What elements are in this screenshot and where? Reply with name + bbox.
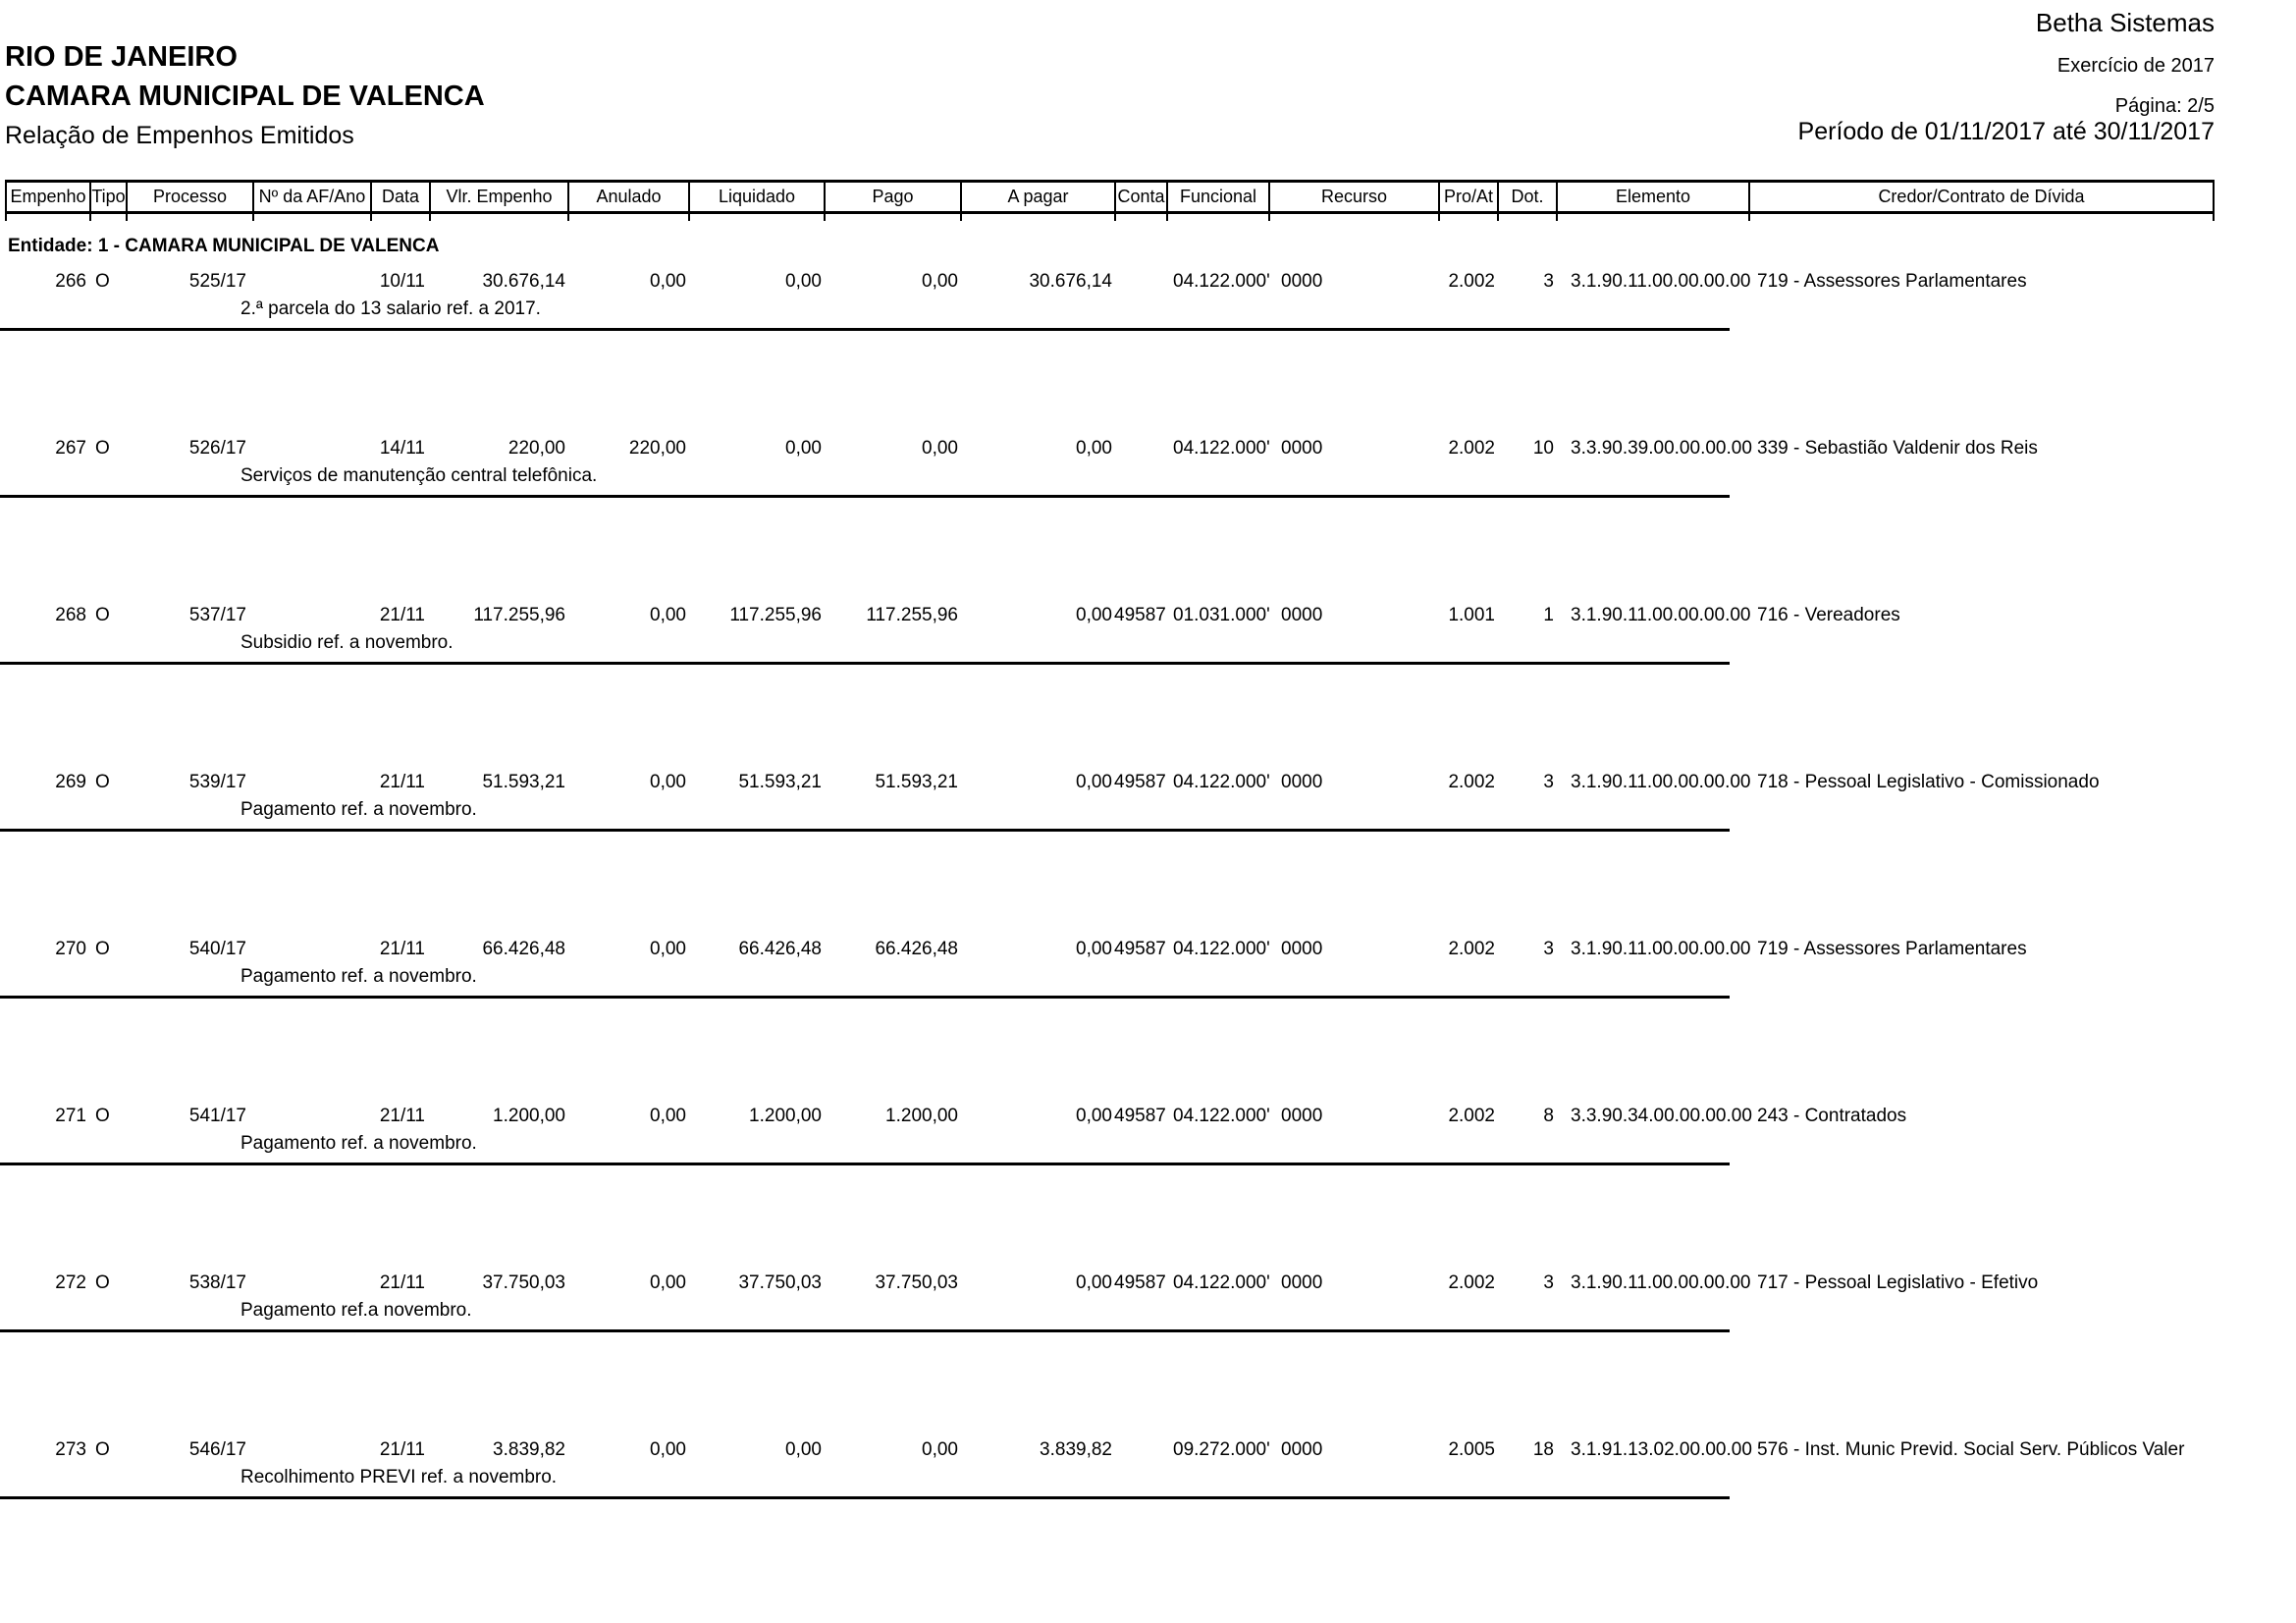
column-header-vlr-empenho: Vlr. Empenho	[429, 183, 567, 211]
cell-elemento: 3.1.90.11.00.00.00.00	[1571, 772, 1751, 792]
cell-af-ano	[252, 772, 370, 793]
cell-af-ano	[252, 1106, 370, 1127]
cell-pro-at: 2.002	[1448, 1272, 1495, 1293]
cell-vlr-empenho: 3.839,82	[493, 1439, 565, 1460]
cell-empenho: 267	[55, 438, 86, 459]
row-separator-line	[0, 996, 1730, 999]
column-header-anulado: Anulado	[567, 183, 688, 211]
row-separator-line	[0, 495, 1730, 498]
table-row	[5, 939, 2296, 1106]
column-header-liquidado: Liquidado	[688, 183, 824, 211]
cell-liquidado: 1.200,00	[749, 1106, 822, 1126]
cell-elemento: 3.3.90.39.00.00.00.00	[1571, 438, 1752, 459]
page-number: Página: 2/5	[2114, 95, 2215, 117]
cell-af-ano	[252, 605, 370, 626]
cell-af-ano	[252, 438, 370, 460]
cell-credor: 718 - Pessoal Legislativo - Comissionado	[1757, 772, 2100, 792]
cell-credor: 576 - Inst. Munic Previd. Social Serv. Públicos Valer	[1757, 1439, 2185, 1460]
table-row-values	[5, 772, 2296, 793]
cell-liquidado: 0,00	[785, 438, 822, 459]
cell-vlr-empenho: 37.750,03	[482, 1272, 565, 1293]
cell-a-pagar: 30.676,14	[1029, 271, 1112, 292]
cell-vlr-empenho: 30.676,14	[482, 271, 565, 292]
row-description: Pagamento ref. a novembro.	[240, 966, 477, 987]
column-header-af-ano: Nº da AF/Ano	[252, 183, 370, 211]
table-row	[5, 271, 2296, 438]
column-header-processo: Processo	[126, 183, 252, 211]
cell-dot: 3	[1543, 1272, 1554, 1293]
table-row	[5, 438, 2296, 605]
cell-pro-at: 2.005	[1448, 1439, 1495, 1460]
cell-anulado: 0,00	[650, 772, 686, 792]
table-row-values	[5, 1272, 2296, 1294]
cell-vlr-empenho: 117.255,96	[473, 605, 565, 625]
cell-pago: 37.750,03	[875, 1272, 958, 1293]
cell-pago: 0,00	[922, 271, 958, 292]
cell-a-pagar: 0,00	[1076, 939, 1112, 959]
cell-af-ano	[252, 1439, 370, 1461]
cell-liquidado: 0,00	[785, 271, 822, 292]
cell-vlr-empenho: 66.426,48	[482, 939, 565, 959]
column-header-tipo: Tipo	[89, 183, 126, 211]
cell-conta: 49587	[1114, 1106, 1166, 1126]
table-row-values	[5, 271, 2296, 293]
cell-tipo: O	[95, 271, 110, 292]
table-row-values	[5, 1439, 2296, 1461]
cell-af-ano	[252, 1272, 370, 1294]
cell-af-ano	[252, 271, 370, 293]
cell-conta: 49587	[1114, 939, 1166, 959]
entity-title: CAMARA MUNICIPAL DE VALENCA	[5, 81, 485, 112]
cell-anulado: 0,00	[650, 1106, 686, 1126]
cell-credor: 339 - Sebastião Valdenir dos Reis	[1757, 438, 2038, 459]
cell-processo: 538/17	[188, 1272, 246, 1293]
cell-empenho: 268	[55, 605, 86, 625]
cell-anulado: 220,00	[628, 438, 686, 459]
cell-dot: 1	[1543, 605, 1554, 625]
cell-dot: 3	[1543, 939, 1554, 959]
cell-a-pagar: 0,00	[1076, 1272, 1112, 1293]
cell-anulado: 0,00	[650, 605, 686, 625]
cell-pago: 51.593,21	[875, 772, 958, 792]
cell-pago: 117.255,96	[866, 605, 958, 625]
cell-processo: 540/17	[188, 939, 246, 959]
cell-pro-at: 2.002	[1448, 1106, 1495, 1126]
row-separator-line	[0, 328, 1730, 331]
cell-dot: 10	[1532, 438, 1554, 459]
cell-funcional: 09.272.000'	[1173, 1439, 1270, 1460]
cell-liquidado: 37.750,03	[738, 1272, 822, 1293]
cell-funcional: 04.122.000'	[1173, 772, 1270, 792]
cell-credor: 719 - Assessores Parlamentares	[1757, 939, 2027, 959]
cell-processo: 525/17	[188, 271, 246, 292]
cell-tipo: O	[95, 605, 110, 625]
cell-liquidado: 117.255,96	[729, 605, 822, 625]
cell-elemento: 3.1.90.11.00.00.00.00	[1571, 939, 1751, 959]
row-separator-line	[0, 662, 1730, 665]
table-row	[5, 1106, 2296, 1272]
cell-data: 21/11	[379, 1106, 425, 1126]
cell-credor: 717 - Pessoal Legislativo - Efetivo	[1757, 1272, 2039, 1293]
cell-tipo: O	[95, 939, 110, 959]
cell-tipo: O	[95, 1439, 110, 1460]
column-header-dot: Dot.	[1497, 183, 1556, 211]
table-row-values	[5, 438, 2296, 460]
cell-data: 14/11	[379, 438, 425, 459]
cell-vlr-empenho: 1.200,00	[493, 1106, 565, 1126]
column-header-conta: Conta	[1114, 183, 1166, 211]
cell-funcional: 04.122.000'	[1173, 1272, 1270, 1293]
cell-empenho: 266	[55, 271, 86, 292]
cell-vlr-empenho: 220,00	[507, 438, 565, 459]
cell-a-pagar: 0,00	[1076, 605, 1112, 625]
cell-empenho: 269	[55, 772, 86, 792]
cell-dot: 18	[1532, 1439, 1554, 1460]
table-row-values	[5, 605, 2296, 626]
cell-pago: 66.426,48	[875, 939, 958, 959]
cell-af-ano	[252, 939, 370, 960]
column-header-funcional: Funcional	[1166, 183, 1268, 211]
column-header-pro-at: Pro/At	[1438, 183, 1497, 211]
cell-data: 21/11	[379, 1272, 425, 1293]
cell-data: 10/11	[379, 271, 425, 292]
table-rows	[5, 271, 2296, 1606]
cell-conta	[1114, 271, 1166, 293]
cell-conta: 49587	[1114, 772, 1166, 792]
report-title: Relação de Empenhos Emitidos	[5, 122, 354, 149]
cell-elemento: 3.1.90.11.00.00.00.00	[1571, 605, 1751, 625]
column-header-recurso: Recurso	[1268, 183, 1438, 211]
entity-section-label: Entidade: 1 - CAMARA MUNICIPAL DE VALENCA	[8, 236, 440, 256]
cell-pro-at: 2.002	[1448, 271, 1495, 292]
cell-recurso: 0000	[1281, 271, 1323, 292]
cell-credor: 243 - Contratados	[1757, 1106, 1907, 1126]
column-header-pago: Pago	[824, 183, 960, 211]
row-description: Subsidio ref. a novembro.	[240, 632, 454, 653]
cell-processo: 546/17	[188, 1439, 246, 1460]
vendor-name: Betha Sistemas	[2035, 8, 2215, 37]
cell-processo: 526/17	[188, 438, 246, 459]
cell-processo: 539/17	[188, 772, 246, 792]
table-header	[5, 180, 2215, 221]
cell-pago: 0,00	[922, 1439, 958, 1460]
cell-anulado: 0,00	[650, 939, 686, 959]
table-row	[5, 1272, 2296, 1439]
row-separator-line	[0, 1163, 1730, 1165]
cell-elemento: 3.1.91.13.02.00.00.00	[1571, 1439, 1752, 1460]
table-row	[5, 772, 2296, 939]
cell-credor: 719 - Assessores Parlamentares	[1757, 271, 2027, 292]
cell-tipo: O	[95, 1106, 110, 1126]
cell-anulado: 0,00	[650, 1272, 686, 1293]
exercise-label: Exercício de 2017	[2056, 55, 2215, 77]
cell-recurso: 0000	[1281, 605, 1323, 625]
cell-funcional: 01.031.000'	[1173, 605, 1270, 625]
column-header-elemento: Elemento	[1556, 183, 1748, 211]
period-label: Período de 01/11/2017 até 30/11/2017	[1797, 118, 2215, 145]
cell-credor: 716 - Vereadores	[1757, 605, 1900, 625]
column-header-data: Data	[370, 183, 429, 211]
cell-data: 21/11	[379, 939, 425, 959]
cell-funcional: 04.122.000'	[1173, 271, 1270, 292]
cell-recurso: 0000	[1281, 939, 1323, 959]
cell-dot: 8	[1543, 1106, 1554, 1126]
cell-empenho: 271	[55, 1106, 86, 1126]
cell-funcional: 04.122.000'	[1173, 438, 1270, 459]
cell-elemento: 3.1.90.11.00.00.00.00	[1571, 271, 1751, 292]
cell-conta: 49587	[1114, 1272, 1166, 1293]
cell-conta	[1114, 1439, 1166, 1461]
row-description: Recolhimento PREVI ref. a novembro.	[240, 1467, 558, 1488]
cell-dot: 3	[1543, 271, 1554, 292]
row-description: Pagamento ref. a novembro.	[240, 1133, 477, 1154]
cell-data: 21/11	[379, 605, 425, 625]
column-header-a-pagar: A pagar	[960, 183, 1114, 211]
table-row	[5, 1439, 2296, 1606]
cell-processo: 537/17	[188, 605, 246, 625]
cell-recurso: 0000	[1281, 772, 1323, 792]
state-title: RIO DE JANEIRO	[5, 41, 238, 73]
cell-vlr-empenho: 51.593,21	[482, 772, 565, 792]
row-separator-line	[0, 1329, 1730, 1332]
column-header-credor: Credor/Contrato de Dívida	[1748, 183, 2215, 211]
row-separator-line	[0, 1496, 1730, 1499]
cell-pro-at: 1.001	[1448, 605, 1495, 625]
cell-pago: 1.200,00	[885, 1106, 958, 1126]
cell-funcional: 04.122.000'	[1173, 1106, 1270, 1126]
cell-tipo: O	[95, 1272, 110, 1293]
cell-recurso: 0000	[1281, 438, 1323, 459]
column-boundary-ticks	[5, 214, 2215, 221]
cell-pago: 0,00	[922, 438, 958, 459]
cell-liquidado: 51.593,21	[738, 772, 822, 792]
cell-pro-at: 2.002	[1448, 438, 1495, 459]
cell-anulado: 0,00	[650, 1439, 686, 1460]
cell-a-pagar: 0,00	[1076, 1106, 1112, 1126]
table-row	[5, 605, 2296, 772]
cell-empenho: 272	[55, 1272, 86, 1293]
column-header-empenho: Empenho	[5, 183, 89, 211]
cell-recurso: 0000	[1281, 1439, 1323, 1460]
cell-a-pagar: 0,00	[1076, 772, 1112, 792]
cell-liquidado: 66.426,48	[738, 939, 822, 959]
table-header-row	[5, 180, 2215, 214]
cell-elemento: 3.3.90.34.00.00.00.00	[1571, 1106, 1752, 1126]
cell-a-pagar: 0,00	[1076, 438, 1112, 459]
row-description: 2.ª parcela do 13 salario ref. a 2017.	[240, 298, 541, 319]
cell-tipo: O	[95, 438, 110, 459]
cell-recurso: 0000	[1281, 1106, 1323, 1126]
cell-pro-at: 2.002	[1448, 772, 1495, 792]
row-description: Pagamento ref. a novembro.	[240, 799, 477, 820]
cell-pro-at: 2.002	[1448, 939, 1495, 959]
cell-elemento: 3.1.90.11.00.00.00.00	[1571, 1272, 1751, 1293]
cell-conta: 49587	[1114, 605, 1166, 625]
cell-a-pagar: 3.839,82	[1040, 1439, 1112, 1460]
cell-anulado: 0,00	[650, 271, 686, 292]
row-description: Serviços de manutenção central telefônica.	[240, 465, 598, 486]
table-row-values	[5, 1106, 2296, 1127]
cell-data: 21/11	[379, 1439, 425, 1460]
cell-processo: 541/17	[188, 1106, 246, 1126]
row-separator-line	[0, 829, 1730, 832]
cell-data: 21/11	[379, 772, 425, 792]
cell-empenho: 270	[55, 939, 86, 959]
table-row-values	[5, 939, 2296, 960]
cell-recurso: 0000	[1281, 1272, 1323, 1293]
cell-dot: 3	[1543, 772, 1554, 792]
cell-funcional: 04.122.000'	[1173, 939, 1270, 959]
cell-tipo: O	[95, 772, 110, 792]
cell-empenho: 273	[55, 1439, 86, 1460]
row-description: Pagamento ref.a novembro.	[240, 1300, 472, 1321]
cell-conta	[1114, 438, 1166, 460]
cell-liquidado: 0,00	[785, 1439, 822, 1460]
